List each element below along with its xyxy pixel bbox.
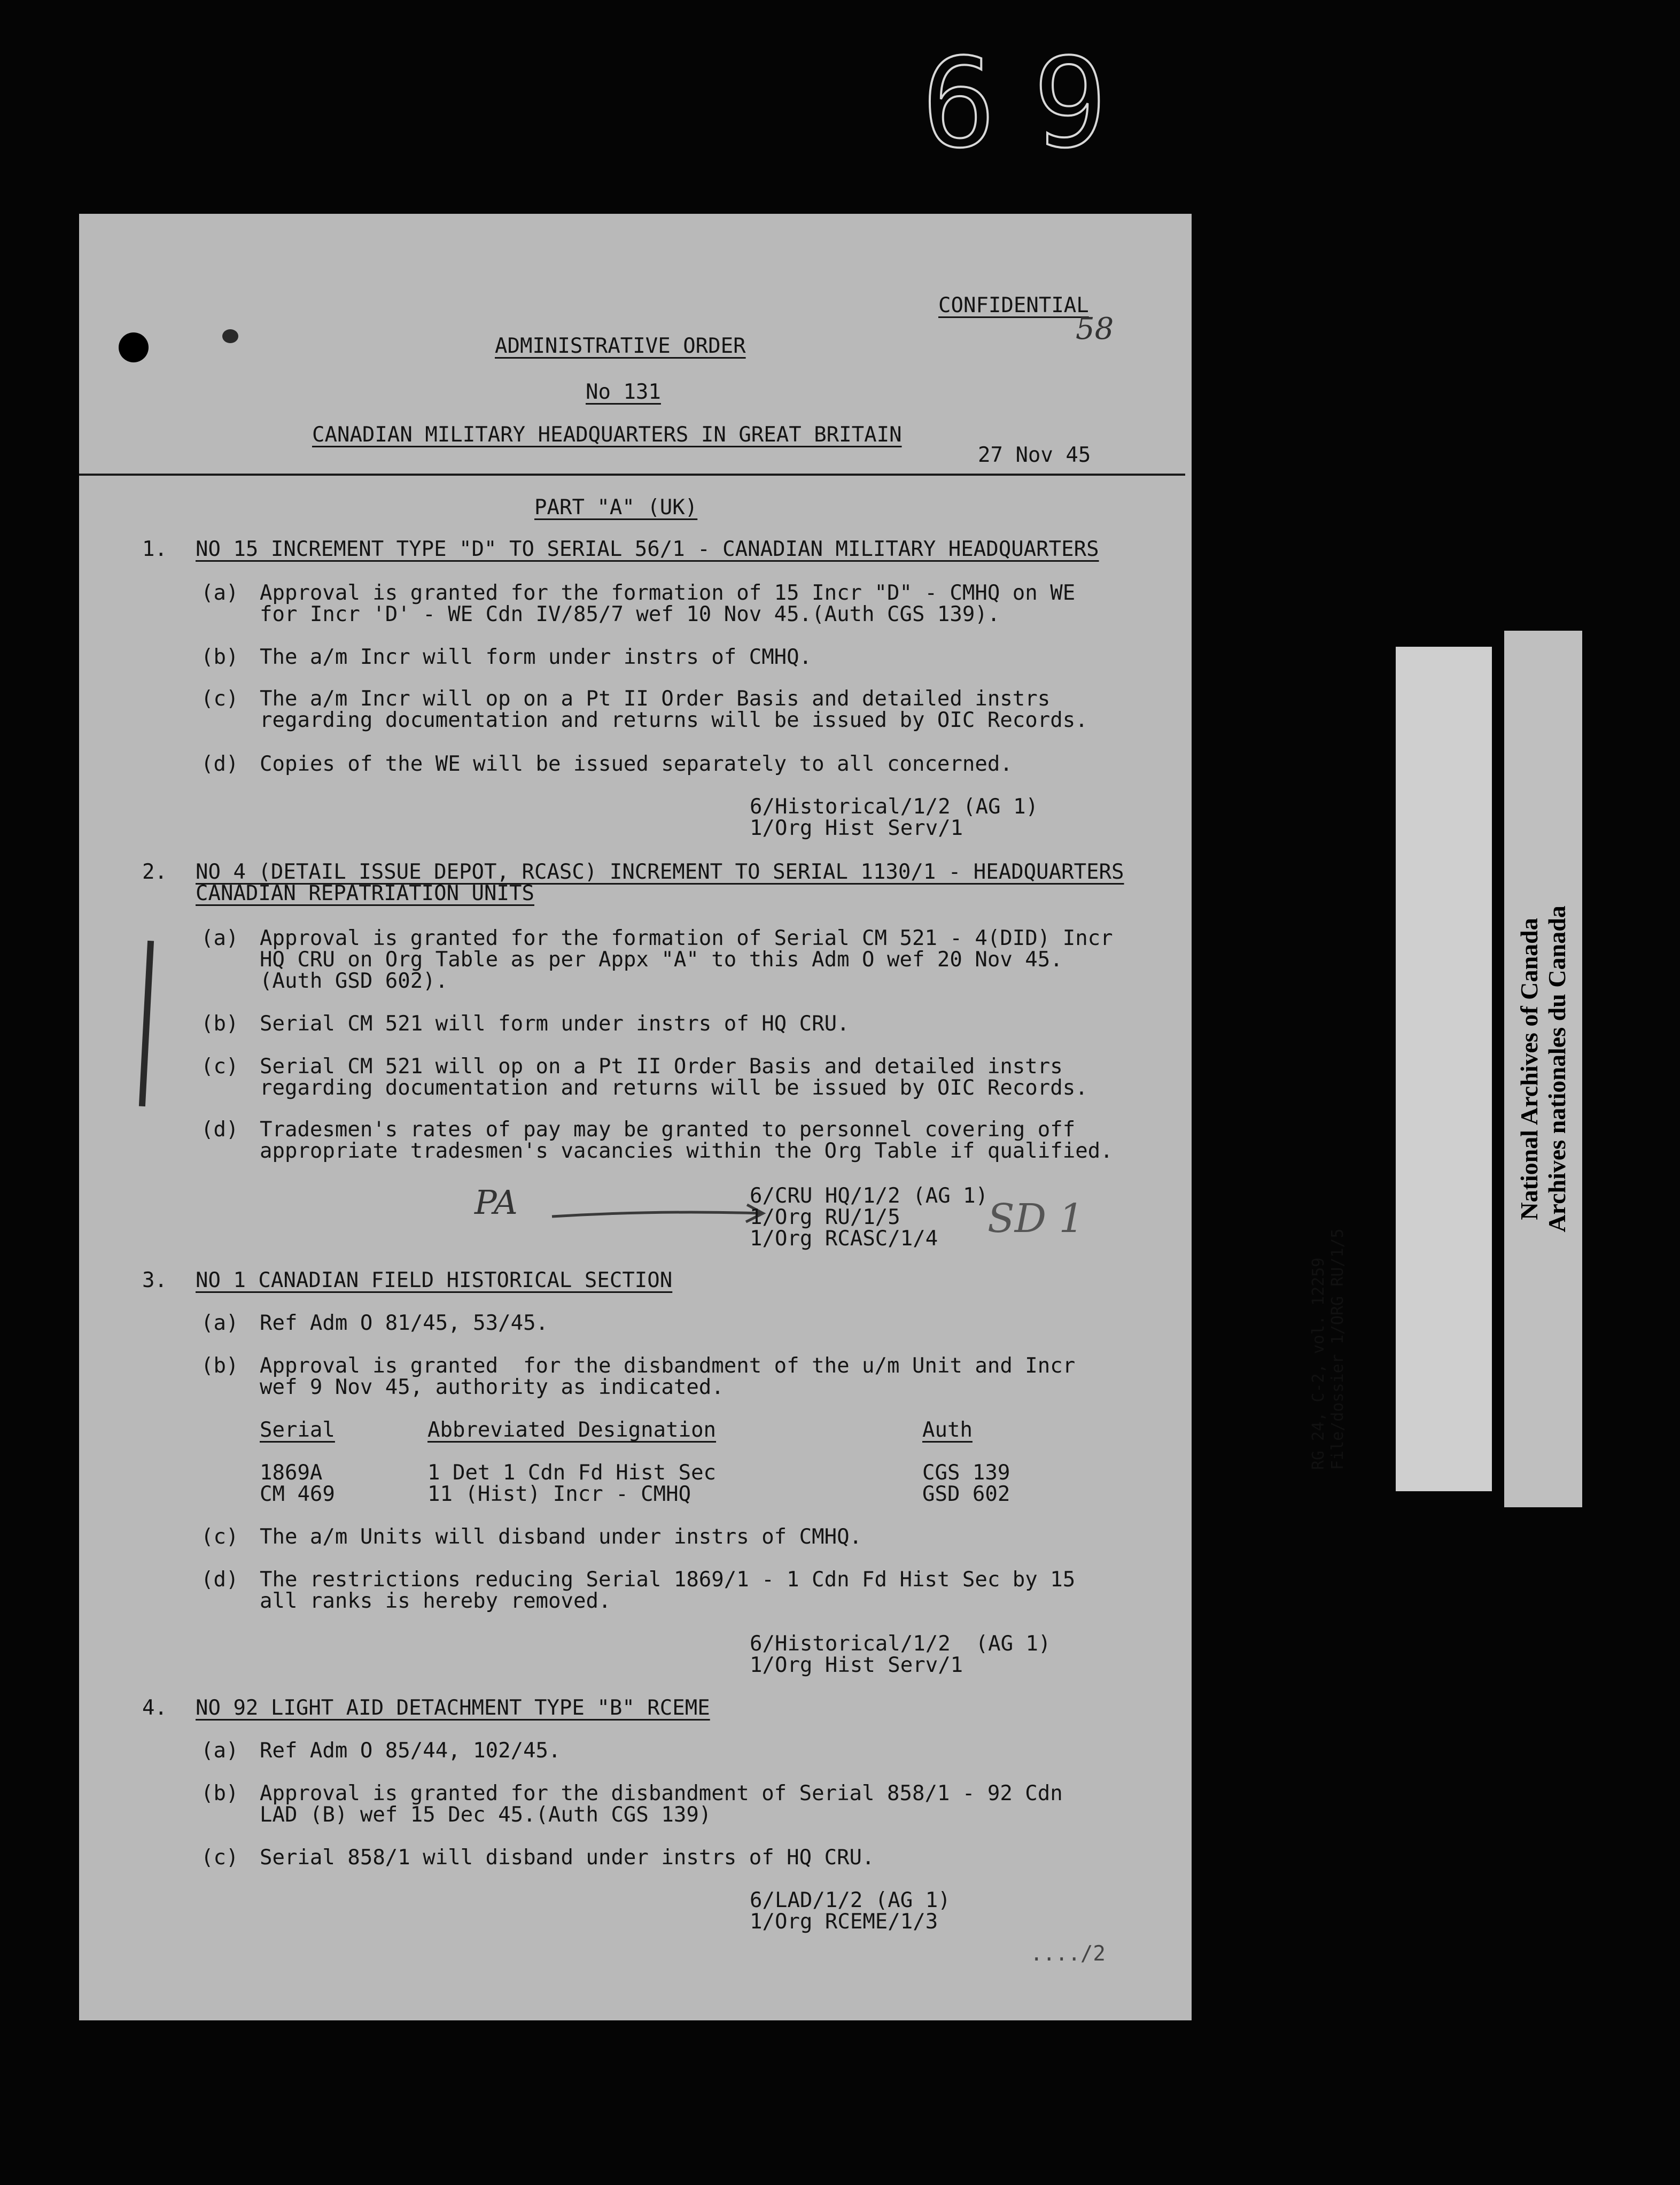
s1-a-label: (a) bbox=[201, 581, 239, 605]
s4-ref-1: 6/LAD/1/2 (AG 1) bbox=[750, 1888, 951, 1912]
s1-c-label: (c) bbox=[201, 687, 239, 711]
section-4-number: 4. bbox=[142, 1696, 167, 1720]
table-header-auth: Auth bbox=[922, 1418, 973, 1442]
section-2-number: 2. bbox=[142, 860, 167, 884]
section-1-number: 1. bbox=[142, 537, 167, 561]
s2-ref-2: 1/Org RU/1/5 bbox=[750, 1205, 900, 1229]
order-title: ADMINISTRATIVE ORDER bbox=[495, 334, 746, 358]
s1-a-line1: Approval is granted for the formation of 15 Incr "D" - CMHQ on WE bbox=[260, 581, 1076, 605]
archive-name-en: National Archives of Canada bbox=[1515, 918, 1543, 1220]
s2-c-label: (c) bbox=[201, 1055, 239, 1079]
s1-ref-1: 6/Historical/1/2 (AG 1) bbox=[750, 795, 1039, 819]
microfilm-frame-number: 69 bbox=[922, 33, 1145, 175]
section-1-heading: NO 15 INCREMENT TYPE "D" TO SERIAL 56/1 - CANADIAN MILITARY HEADQUARTERS bbox=[196, 537, 1099, 561]
section-4-heading: NO 92 LIGHT AID DETACHMENT TYPE "B" RCEME bbox=[196, 1696, 710, 1720]
issuing-org: CANADIAN MILITARY HEADQUARTERS IN GREAT BRITAIN bbox=[312, 423, 902, 447]
s4-b-line2: LAD (B) wef 15 Dec 45.(Auth CGS 139) bbox=[260, 1803, 712, 1827]
handwritten-pa: PA bbox=[475, 1183, 518, 1222]
s3-b-label: (b) bbox=[201, 1354, 239, 1378]
handwritten-arrow bbox=[549, 1200, 774, 1227]
s1-c-line1: The a/m Incr will op on a Pt II Order Basis and detailed instrs bbox=[260, 687, 1051, 711]
s2-ref-1: 6/CRU HQ/1/2 (AG 1) bbox=[750, 1184, 989, 1208]
order-date: 27 Nov 45 bbox=[978, 443, 1091, 467]
s2-a-line3: (Auth GSD 602). bbox=[260, 969, 448, 993]
archive-name-label bbox=[1504, 631, 1582, 1507]
archive-reference-label bbox=[1309, 647, 1492, 1491]
part-heading: PART "A" (UK) bbox=[534, 495, 698, 520]
s2-d-line1: Tradesmen's rates of pay may be granted to personnel covering off bbox=[260, 1118, 1076, 1142]
archive-name-text bbox=[1515, 641, 1571, 1497]
s1-c-line2: regarding documentation and returns will be issued by OIC Records. bbox=[260, 708, 1088, 732]
s2-d-line2: appropriate tradesmen's vacancies within the Org Table if qualified. bbox=[260, 1139, 1113, 1163]
table-cell: 1869A bbox=[260, 1461, 323, 1485]
s4-c-line1: Serial 858/1 will disband under instrs of HQ CRU. bbox=[260, 1846, 875, 1870]
section-3-number: 3. bbox=[142, 1268, 167, 1292]
s4-a-label: (a) bbox=[201, 1739, 239, 1763]
s2-a-line2: HQ CRU on Org Table as per Appx "A" to this Adm O wef 20 Nov 45. bbox=[260, 948, 1063, 972]
s3-d-label: (d) bbox=[201, 1568, 239, 1592]
table-header-serial: Serial bbox=[260, 1418, 335, 1442]
s2-c-line1: Serial CM 521 will op on a Pt II Order Basis and detailed instrs bbox=[260, 1055, 1063, 1079]
s1-d-label: (d) bbox=[201, 752, 239, 776]
section-3-heading: NO 1 CANADIAN FIELD HISTORICAL SECTION bbox=[196, 1268, 673, 1292]
s3-c-line1: The a/m Units will disband under instrs of CMHQ. bbox=[260, 1525, 862, 1549]
s4-ref-2: 1/Org RCEME/1/3 bbox=[750, 1910, 938, 1934]
s1-b-line1: The a/m Incr will form under instrs of CMHQ. bbox=[260, 645, 812, 669]
order-number: No 131 bbox=[586, 380, 661, 404]
s1-a-line2: for Incr 'D' - WE Cdn IV/85/7 wef 10 Nov 45.(Auth CGS 139). bbox=[260, 602, 1000, 626]
table-cell: 1 Det 1 Cdn Fd Hist Sec bbox=[427, 1461, 717, 1485]
section-2-heading-line1: NO 4 (DETAIL ISSUE DEPOT, RCASC) INCREMENT TO SERIAL 1130/1 - HEADQUARTERS bbox=[196, 860, 1124, 884]
handwritten-margin-line bbox=[139, 941, 154, 1106]
s3-d-line1: The restrictions reducing Serial 1869/1 - 1 Cdn Fd Hist Sec by 15 bbox=[260, 1568, 1076, 1592]
confidential-mark: CONFIDENTIAL bbox=[938, 293, 1089, 317]
s3-ref-2: 1/Org Hist Serv/1 bbox=[750, 1653, 963, 1677]
s3-d-line2: all ranks is hereby removed. bbox=[260, 1589, 611, 1613]
s1-d-line1: Copies of the WE will be issued separately to all concerned. bbox=[260, 752, 1013, 776]
s4-c-label: (c) bbox=[201, 1846, 239, 1870]
document-page bbox=[79, 214, 1192, 2020]
s2-b-line1: Serial CM 521 will form under instrs of HQ CRU. bbox=[260, 1012, 850, 1036]
s2-a-line1: Approval is granted for the formation of Serial CM 521 - 4(DID) Incr bbox=[260, 926, 1113, 950]
s2-d-label: (d) bbox=[201, 1118, 239, 1142]
s4-b-label: (b) bbox=[201, 1781, 239, 1806]
s2-c-line2: regarding documentation and returns will be issued by OIC Records. bbox=[260, 1076, 1088, 1100]
s1-ref-2: 1/Org Hist Serv/1 bbox=[750, 816, 963, 840]
s3-b-line2: wef 9 Nov 45, authority as indicated. bbox=[260, 1375, 724, 1399]
s4-b-line1: Approval is granted for the disbandment of Serial 858/1 - 92 Cdn bbox=[260, 1781, 1063, 1806]
s2-ref-3: 1/Org RCASC/1/4 bbox=[750, 1227, 938, 1251]
s1-b-label: (b) bbox=[201, 645, 239, 669]
table-cell: CGS 139 bbox=[922, 1461, 1010, 1485]
table-cell: CM 469 bbox=[260, 1482, 335, 1506]
punch-hole bbox=[119, 332, 149, 362]
s3-c-label: (c) bbox=[201, 1525, 239, 1549]
table-cell: GSD 602 bbox=[922, 1482, 1010, 1506]
ink-blot bbox=[222, 329, 238, 343]
section-2-heading-line2: CANADIAN REPATRIATION UNITS bbox=[196, 881, 534, 905]
s3-a-label: (a) bbox=[201, 1311, 239, 1335]
archive-ref-line2: File/dossier 1/ORG RU/1/5 bbox=[1328, 1228, 1347, 1470]
continuation-mark: ..../2 bbox=[1030, 1942, 1106, 1966]
archive-name-fr: Archives nationales du Canada bbox=[1543, 905, 1570, 1233]
s3-ref-1: 6/Historical/1/2 (AG 1) bbox=[750, 1632, 1051, 1656]
s2-b-label: (b) bbox=[201, 1012, 239, 1036]
table-header-designation: Abbreviated Designation bbox=[427, 1418, 717, 1442]
s3-a-line1: Ref Adm O 81/45, 53/45. bbox=[260, 1311, 549, 1335]
s4-a-line1: Ref Adm O 85/44, 102/45. bbox=[260, 1739, 561, 1763]
table-cell: 11 (Hist) Incr - CMHQ bbox=[427, 1482, 691, 1506]
handwritten-folio: 58 bbox=[1076, 312, 1114, 346]
s3-b-line1: Approval is granted for the disbandment of the u/m Unit and Incr bbox=[260, 1354, 1076, 1378]
header-rule bbox=[79, 474, 1185, 476]
handwritten-sd: SD 1 bbox=[987, 1196, 1084, 1242]
archive-ref-line1: RG 24, C-2, vol. 12259 bbox=[1309, 1257, 1328, 1470]
s2-a-label: (a) bbox=[201, 926, 239, 950]
